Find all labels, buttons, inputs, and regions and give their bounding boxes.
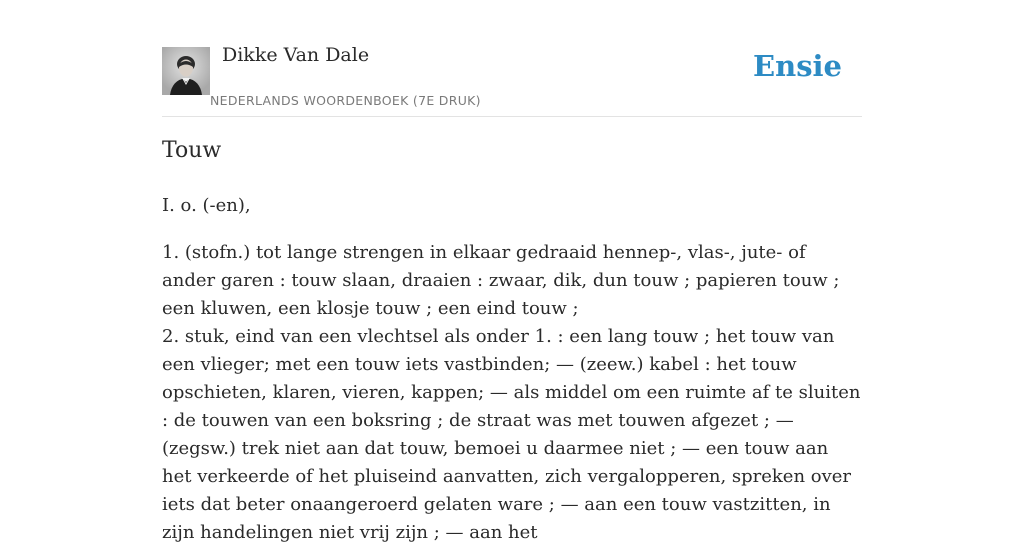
- avatar[interactable]: [162, 47, 210, 95]
- source-label[interactable]: NEDERLANDS WOORDENBOEK (7E DRUK): [210, 93, 481, 108]
- entry-content: [162, 192, 862, 547]
- entry-sense: 1. (stofn.) tot lange strengen in elkaar gedraaid hennep-, vlas-, jute- of ander garen : touw slaan, draaien : zwaar, dik, dun touw ; papieren touw ; een kluwen, een klosje touw ; een eind touw ;: [162, 242, 840, 319]
- portrait-icon: [162, 47, 210, 95]
- entry-grammar: I. o. (-en),: [162, 195, 251, 216]
- author-name[interactable]: Dikke Van Dale: [222, 44, 370, 66]
- header: [162, 0, 862, 117]
- entry-sense: 2. stuk, eind van een vlechtsel als onder 1. : een lang touw ; het touw van een vlieger; met een touw iets vastbinden; — (zeew.) kabel : het touw opschieten, klaren, vieren, kappen; — als middel om een ruimte af te sluiten : de touwen van een boksring ; de straat was met touwen afgezet ; — (zegsw.) trek niet aan dat touw, bemoei u daarmee niet ; — een touw aan het verkeerde of het pluiseind aanvatten, zich vergalopperen, spreken over iets dat beter onaangeroerd gelaten ware ; — aan een touw vastzitten, in zijn handelingen niet vrij zijn ; — aan het: [162, 326, 861, 543]
- entry-title: Touw: [162, 138, 222, 163]
- brand-logo[interactable]: Ensie: [753, 49, 842, 83]
